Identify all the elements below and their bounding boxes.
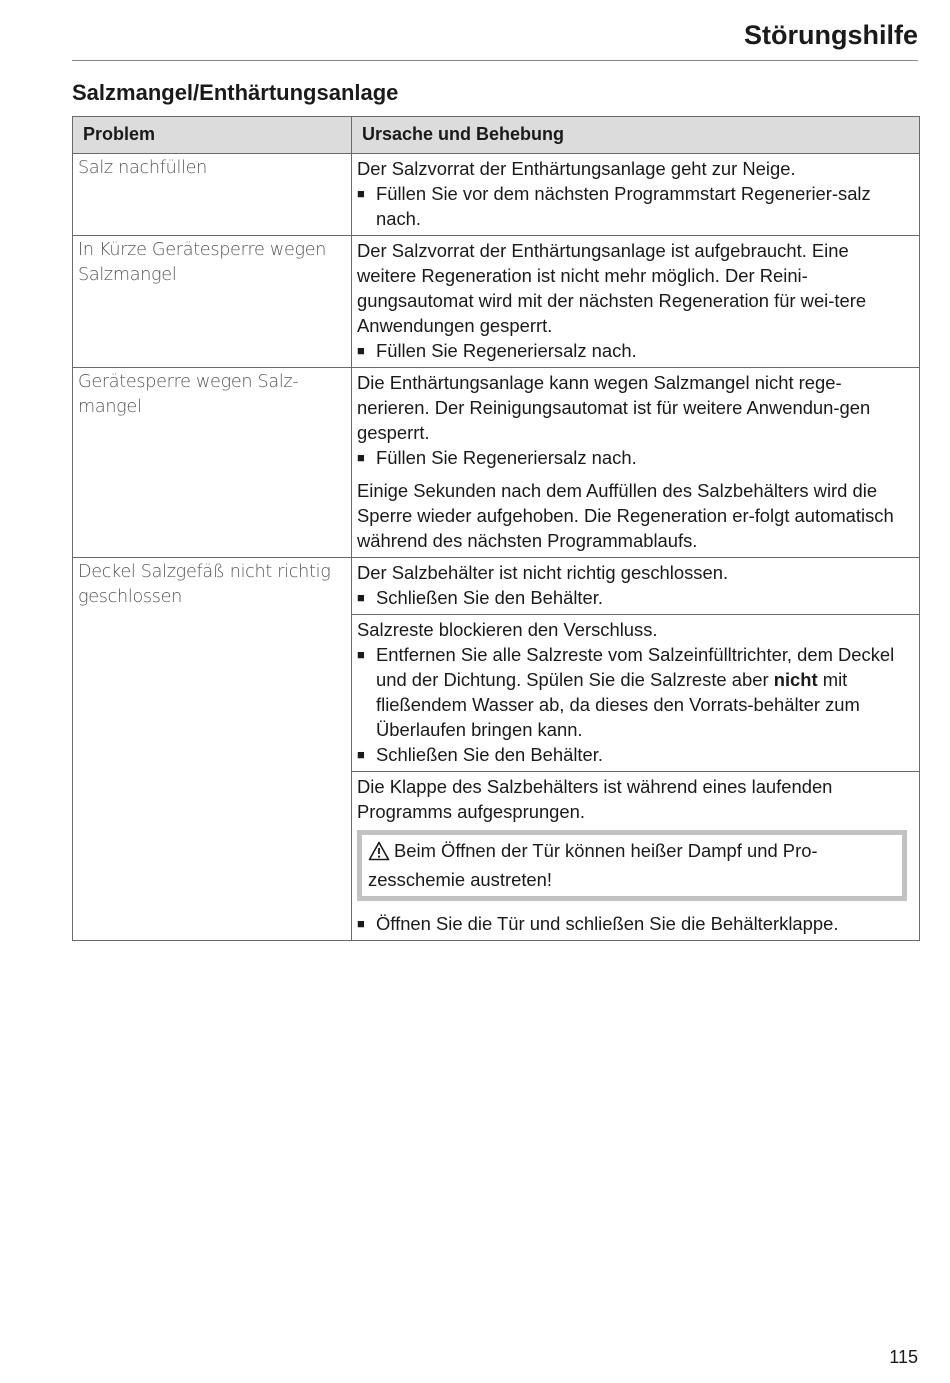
- table-header-row: [73, 117, 920, 154]
- action-text: Schließen Sie den Behälter.: [376, 587, 603, 608]
- bullet-square-icon: ■: [357, 343, 365, 358]
- problem-cell: In Kürze Gerätesperre wegen Salzmangel: [73, 236, 352, 368]
- emphasis-text: nicht: [773, 669, 818, 690]
- cause-text: Die Enthärtungsanlage kann wegen Salzmangel nicht rege-nerieren. Der Reinigungsautomat ist für weitere Anwendun-gen gesperrt.: [357, 372, 871, 443]
- cause-cell: [352, 772, 920, 941]
- section-title: Salzmangel/Enthärtungsanlage: [72, 80, 399, 105]
- problem-cell: Salz nachfüllen: [73, 154, 352, 236]
- action-item: [357, 338, 913, 363]
- action-item: [357, 585, 913, 610]
- action-text: Füllen Sie Regeneriersalz nach.: [376, 447, 637, 468]
- action-item: [357, 642, 913, 742]
- table-row: [73, 154, 920, 236]
- page-number: 115: [889, 1347, 918, 1367]
- action-text: [376, 642, 913, 742]
- warning-triangle-icon: [368, 841, 390, 867]
- cause-text: Der Salzvorrat der Enthärtungsanlage geht zur Neige.: [357, 158, 796, 179]
- bullet-square-icon: ■: [357, 747, 365, 762]
- cause-text: Salzreste blockieren den Verschluss.: [357, 619, 658, 640]
- problem-cell: Deckel Salzgefäß nicht richtig geschlossen: [73, 558, 352, 941]
- cause-cell: [352, 615, 920, 772]
- bullet-square-icon: ■: [357, 916, 365, 931]
- paragraph-gap: [357, 470, 913, 478]
- table-row: [73, 236, 920, 368]
- action-text: Füllen Sie vor dem nächsten Programmstart Regenerier-salz nach.: [376, 183, 871, 229]
- action-item: [357, 181, 913, 231]
- table-row: [73, 368, 920, 558]
- cause-text: Die Klappe des Salzbehälters ist während eines laufenden Programms aufgesprungen.: [357, 776, 833, 822]
- header-divider: [72, 60, 918, 61]
- action-text-end: mit fließendem Wasser ab, da dieses den Vorrats-behälter zum Überlaufen bringen kann.: [376, 669, 860, 740]
- warning-text: Beim Öffnen der Tür können heißer Dampf und Pro-zesschemie austreten!: [368, 840, 818, 890]
- action-item: [357, 911, 913, 936]
- cause-cell: [352, 558, 920, 615]
- troubleshooting-table: [72, 116, 920, 941]
- cause-cell: [352, 368, 920, 558]
- bullet-square-icon: ■: [357, 450, 365, 465]
- action-item: [357, 445, 913, 470]
- page-header-title: Störungshilfe: [744, 20, 918, 50]
- column-header-cause: Ursache und Behebung: [352, 117, 920, 154]
- bullet-square-icon: ■: [357, 590, 365, 605]
- column-header-problem: Problem: [73, 117, 352, 154]
- action-text: Schließen Sie den Behälter.: [376, 744, 603, 765]
- cause-cell: [352, 154, 920, 236]
- action-text-start: Entfernen Sie alle Salzreste vom Salzeinfülltrichter, dem Deckel und der Dichtung. Spülen Sie die Salzreste aber: [376, 644, 895, 690]
- cause-cell: [352, 236, 920, 368]
- problem-cell: Gerätesperre wegen Salz-mangel: [73, 368, 352, 558]
- bullet-square-icon: ■: [357, 186, 365, 201]
- action-text: Füllen Sie Regeneriersalz nach.: [376, 340, 637, 361]
- table-row: [73, 558, 920, 615]
- action-item: [357, 742, 913, 767]
- cause-text: Der Salzvorrat der Enthärtungsanlage ist aufgebraucht. Eine weitere Regeneration ist nicht mehr möglich. Der Reini-gungsautomat wird mit der nächsten Regeneration für wei-tere Anwendungen gesperrt.: [357, 240, 867, 336]
- warning-box: [357, 830, 907, 901]
- cause-text: Der Salzbehälter ist nicht richtig geschlossen.: [357, 562, 729, 583]
- bullet-square-icon: ■: [357, 647, 365, 662]
- action-text: Öffnen Sie die Tür und schließen Sie die Behälterklappe.: [376, 913, 839, 934]
- additional-note: Einige Sekunden nach dem Auffüllen des Salzbehälters wird die Sperre wieder aufgehoben. Die Regeneration er-folgt automatisch während des nächsten Programmablaufs.: [357, 480, 894, 551]
